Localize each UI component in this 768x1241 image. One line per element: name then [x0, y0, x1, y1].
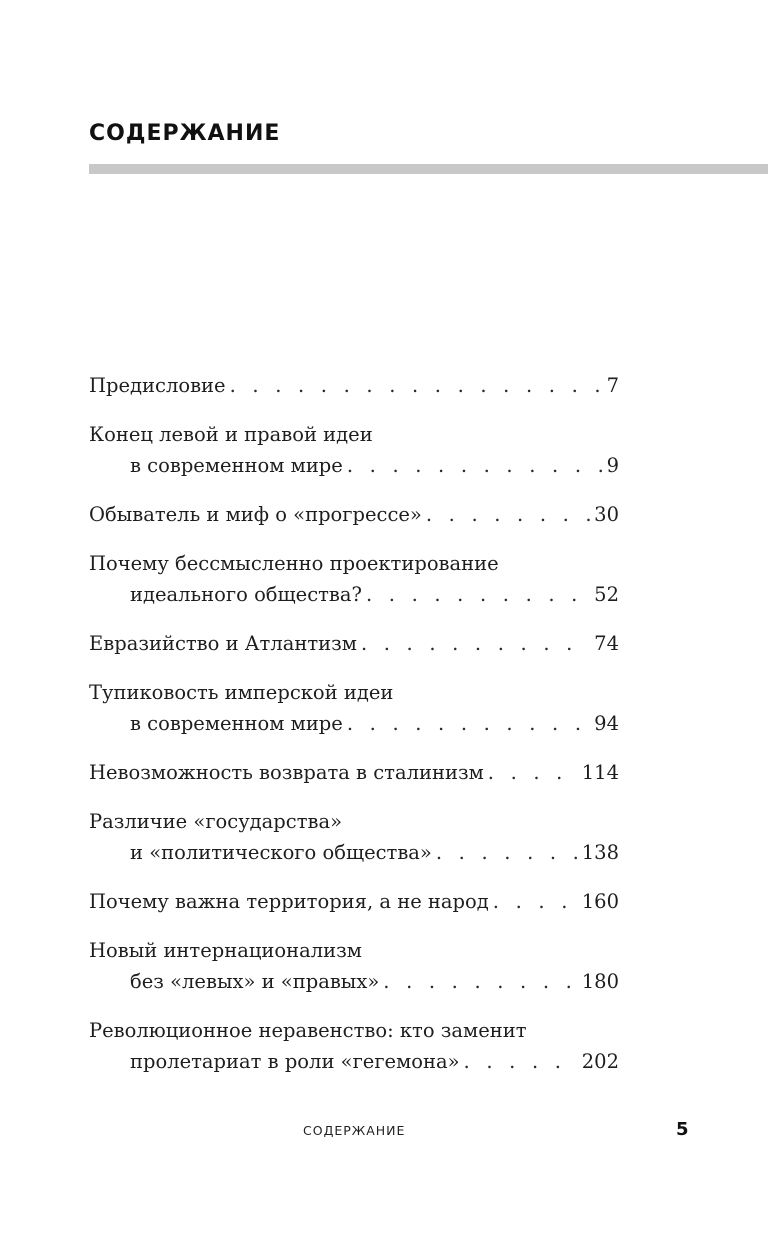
- dot-leader: [226, 370, 603, 401]
- toc-entry-title: в современном мире: [130, 712, 343, 735]
- toc-entry-line: [89, 1046, 619, 1077]
- toc-entry-title: Различие «государства»: [89, 810, 343, 833]
- toc-entry-title: Обыватель и миф о «прогрессе»: [89, 503, 422, 526]
- toc-entry-page: 94: [594, 712, 619, 735]
- toc-entry-page: 114: [581, 761, 619, 784]
- dot-leader: [422, 499, 590, 530]
- toc-entry-title: Невозможность возврата в сталинизм: [89, 761, 484, 784]
- toc-entry-line: [89, 966, 619, 997]
- toc-entry-line: [89, 708, 619, 739]
- toc-entry: [89, 499, 619, 530]
- toc-entry: [89, 935, 619, 997]
- table-of-contents: [89, 370, 619, 1095]
- toc-entry-line: [89, 757, 619, 788]
- toc-entry-page: 160: [581, 890, 619, 913]
- toc-entry-line: [89, 677, 619, 708]
- toc-entry-title: в современном мире: [130, 454, 343, 477]
- toc-entry-title: Конец левой и правой идеи: [89, 423, 373, 446]
- toc-entry-title: Евразийство и Атлантизм: [89, 632, 357, 655]
- toc-entry-page: 202: [581, 1050, 619, 1073]
- toc-entry-line: [89, 837, 619, 868]
- toc-entry-line: [89, 806, 619, 837]
- toc-entry-title: Почему бессмысленно проектирование: [89, 552, 499, 575]
- toc-entry-line: [89, 935, 619, 966]
- toc-entry-line: [89, 628, 619, 659]
- dot-leader: [379, 966, 578, 997]
- toc-entry: [89, 757, 619, 788]
- toc-entry: [89, 1015, 619, 1077]
- dot-leader: [343, 708, 590, 739]
- toc-entry-line: [89, 1015, 619, 1046]
- toc-entry-line: [89, 419, 619, 450]
- dot-leader: [362, 579, 590, 610]
- dot-leader: [343, 450, 603, 481]
- running-title: СОДЕРЖАНИЕ: [303, 1123, 406, 1138]
- heading-rule: [89, 164, 768, 174]
- dot-leader: [357, 628, 590, 659]
- dot-leader: [460, 1046, 578, 1077]
- toc-entry-title: пролетариат в роли «гегемона»: [130, 1050, 460, 1073]
- toc-entry-title: идеального общества?: [130, 583, 362, 606]
- toc-entry-page: 74: [594, 632, 619, 655]
- toc-entry-line: [89, 370, 619, 401]
- toc-entry-line: [89, 579, 619, 610]
- toc-entry: [89, 886, 619, 917]
- toc-entry-title: без «левых» и «правых»: [130, 970, 380, 993]
- toc-entry-page: 9: [606, 454, 619, 477]
- toc-entry-page: 180: [581, 970, 619, 993]
- dot-leader: [484, 757, 578, 788]
- toc-entry-title: Новый интернационализм: [89, 939, 362, 962]
- toc-entry: [89, 628, 619, 659]
- toc-entry-title: Почему важна территория, а не народ: [89, 890, 489, 913]
- toc-entry-page: 7: [606, 374, 619, 397]
- toc-entry-line: [89, 886, 619, 917]
- page-number: 5: [676, 1119, 689, 1140]
- toc-entry: [89, 370, 619, 401]
- dot-leader: [489, 886, 578, 917]
- toc-entry-title: Тупиковость имперской идеи: [89, 681, 394, 704]
- toc-entry: [89, 677, 619, 739]
- toc-entry: [89, 548, 619, 610]
- toc-entry-line: [89, 548, 619, 579]
- toc-entry-title: и «политического общества»: [130, 841, 432, 864]
- toc-entry-line: [89, 450, 619, 481]
- toc-entry-title: Революционное неравенство: кто заменит: [89, 1019, 527, 1042]
- toc-entry-page: 30: [594, 503, 619, 526]
- toc-entry: [89, 806, 619, 868]
- toc-entry-page: 52: [594, 583, 619, 606]
- dot-leader: [432, 837, 578, 868]
- toc-entry-title: Предисловие: [89, 374, 226, 397]
- toc-entry-page: 138: [581, 841, 619, 864]
- toc-entry: [89, 419, 619, 481]
- page-heading: СОДЕРЖАНИЕ: [89, 121, 281, 146]
- toc-entry-line: [89, 499, 619, 530]
